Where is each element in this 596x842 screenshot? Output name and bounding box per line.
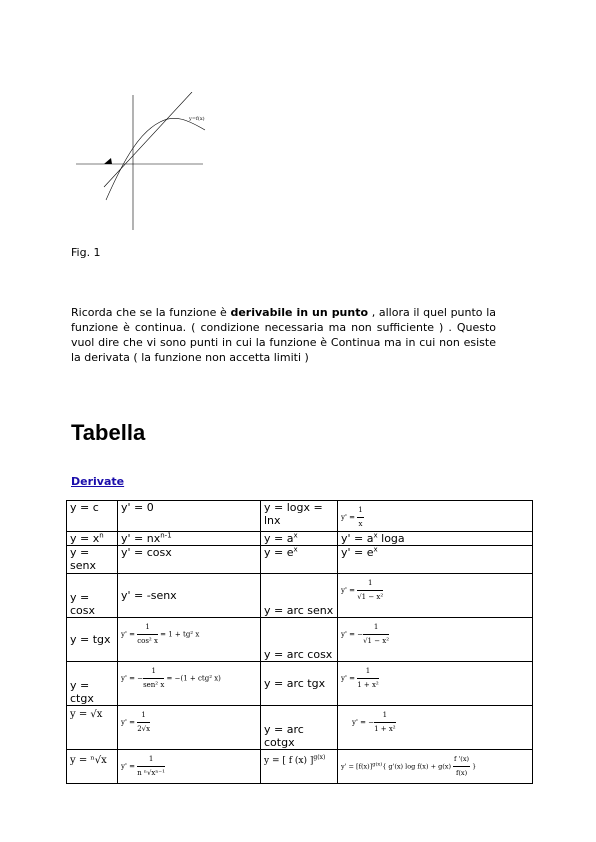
fraction — [137, 621, 158, 648]
formula-text: y' = — [341, 674, 358, 683]
numerator: 1 — [357, 504, 363, 518]
denominator: √1 − x² — [357, 593, 384, 601]
formula-text: y' = [f(x)] — [341, 762, 373, 771]
angle-marker — [104, 158, 112, 164]
figure-caption: Fig. 1 — [71, 246, 101, 259]
section-heading: Tabella — [71, 420, 146, 445]
fraction — [137, 709, 150, 736]
derivate-link[interactable]: Derivate — [71, 475, 125, 488]
formula-text: y = [ f (x) ] — [264, 756, 314, 766]
cell-text: y = x — [70, 532, 100, 545]
table-cell — [338, 574, 533, 618]
table-cell: y = tgx — [67, 618, 118, 662]
cell-text: y = a — [264, 532, 294, 545]
exponent: x — [373, 531, 378, 540]
fraction — [357, 577, 383, 604]
function-curve — [106, 118, 205, 200]
table-cell — [338, 532, 533, 546]
fraction — [357, 665, 379, 692]
denominator: cos² x — [137, 637, 158, 645]
table-row — [67, 501, 533, 532]
table-cell: y' = -senx — [118, 574, 261, 618]
curve-label: y=f(x) — [189, 116, 205, 122]
denominator: sen² x — [143, 681, 165, 689]
table-cell — [118, 618, 261, 662]
denominator: n ⁿ√xⁿ⁻¹ — [137, 769, 165, 777]
formula-text: = 1 + tg² x — [157, 630, 200, 639]
denominator: √1 − x² — [363, 637, 390, 645]
fraction — [363, 621, 389, 648]
table-cell: y = c — [67, 501, 118, 532]
table-cell — [118, 750, 261, 784]
cell-text: y = e — [264, 546, 294, 559]
table-cell: y = logx = lnx — [261, 501, 338, 532]
paragraph-text: Ricorda che se la funzione è — [71, 306, 231, 319]
numerator: 1 — [137, 753, 165, 767]
table-cell: y' = cosx — [118, 546, 261, 574]
exponent: n — [99, 531, 104, 540]
table-cell — [118, 706, 261, 750]
numerator: 1 — [143, 665, 164, 679]
cell-text: y' = a — [341, 532, 374, 545]
tangent-figure — [70, 92, 220, 234]
table-cell — [118, 662, 261, 706]
cell-text: y' = nx — [121, 532, 161, 545]
formula-text: = −(1 + ctg² x) — [164, 674, 221, 683]
table-cell: y = ⁿ√x — [67, 750, 118, 784]
denominator: 1 + x² — [357, 681, 379, 689]
exponent: x — [293, 531, 298, 540]
table-row — [67, 706, 533, 750]
numerator: 1 — [357, 665, 379, 679]
fraction — [143, 665, 164, 692]
table-cell: y = arc cotgx — [261, 706, 338, 750]
fraction — [137, 753, 165, 780]
formula-text: } — [470, 762, 477, 771]
table-row — [67, 532, 533, 546]
table-row — [67, 546, 533, 574]
formula-text: y' = — [341, 586, 358, 595]
formula-text: y' = — [341, 513, 358, 522]
exponent: g(x) — [313, 754, 326, 761]
exponent: x — [373, 545, 378, 554]
numerator: 1 — [374, 709, 396, 723]
table-row — [67, 574, 533, 618]
table-row — [67, 618, 533, 662]
paragraph-bold: derivabile in un punto — [230, 306, 369, 319]
denominator: 2√x — [137, 725, 151, 733]
table-cell — [338, 501, 533, 532]
fraction — [453, 753, 470, 780]
table-cell: y = √x — [67, 706, 118, 750]
formula-text: y' = − — [352, 718, 375, 727]
table-cell — [261, 532, 338, 546]
denominator: f(x) — [455, 769, 468, 777]
table-cell: y' = 0 — [118, 501, 261, 532]
numerator: 1 — [363, 621, 389, 635]
formula-text: y' = — [121, 762, 138, 771]
table-cell: y = arc cosx — [261, 618, 338, 662]
table-cell — [338, 546, 533, 574]
table-row — [67, 750, 533, 784]
exponent: n-1 — [160, 531, 172, 540]
table-cell — [338, 662, 533, 706]
table-cell — [261, 750, 338, 784]
exponent: g(x) — [372, 761, 383, 768]
table-cell — [338, 750, 533, 784]
formula-text: y' = − — [341, 630, 364, 639]
formula-text: y' = − — [121, 674, 144, 683]
numerator: 1 — [357, 577, 383, 591]
denominator: x — [358, 520, 363, 528]
formula-text: y' = — [121, 630, 138, 639]
table-cell: y = cosx — [67, 574, 118, 618]
exponent: x — [293, 545, 298, 554]
table-cell — [118, 532, 261, 546]
cell-text: loga — [377, 532, 405, 545]
fraction — [357, 504, 363, 531]
table-row — [67, 662, 533, 706]
table-cell — [338, 706, 533, 750]
body-paragraph — [71, 305, 496, 365]
paragraph-text-2: , allora il quel punto la funzione è continua. ( condizione necessaria ma non sufficiente ) . Questo vuol dire che vi sono punti in cui la funzione è Continua ma in cui non esiste la derivata ( la funzione non accetta limiti ) — [71, 306, 496, 364]
fraction — [374, 709, 396, 736]
table-cell: y = ctgx — [67, 662, 118, 706]
cell-text: y' = e — [341, 546, 374, 559]
formula-text: y' = — [121, 718, 138, 727]
table-cell: y = arc senx — [261, 574, 338, 618]
numerator: 1 — [137, 709, 150, 723]
table-cell — [338, 618, 533, 662]
tangent-line — [104, 92, 192, 187]
numerator: 1 — [137, 621, 158, 635]
table-cell — [261, 546, 338, 574]
table-cell — [67, 532, 118, 546]
numerator: f '(x) — [453, 753, 470, 767]
table-cell: y = senx — [67, 546, 118, 574]
table-cell: y = arc tgx — [261, 662, 338, 706]
denominator: 1 + x² — [374, 725, 396, 733]
derivatives-table — [66, 500, 533, 784]
formula-text: { g'(x) log f(x) + g(x) — [382, 762, 454, 771]
